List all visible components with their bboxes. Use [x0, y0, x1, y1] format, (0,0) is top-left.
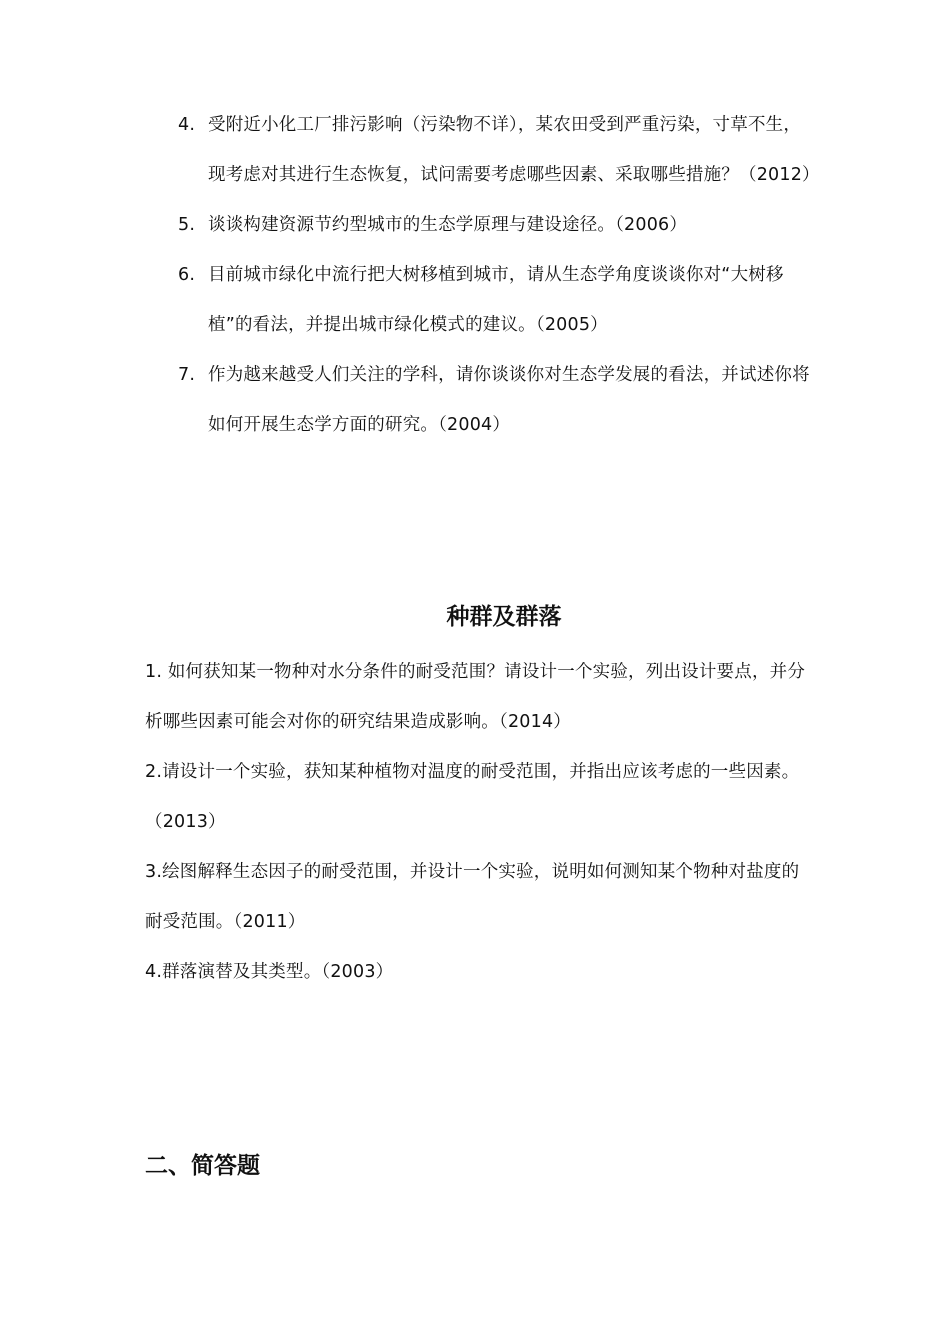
question-list — [178, 100, 818, 450]
section-question: 2.请设计一个实验，获知某种植物对温度的耐受范围，并指出应该考虑的一些因素。（2013） — [145, 762, 800, 832]
section-question: 3.绘图解释生态因子的耐受范围，并设计一个实验，说明如何测知某个物种对盐度的耐受范围。（2011） — [145, 862, 800, 932]
list-item — [178, 250, 818, 350]
list-item — [178, 100, 818, 200]
list-item-text: 谈谈构建资源节约型城市的生态学原理与建设途径。（2006） — [208, 215, 688, 235]
list-item-number: 6. — [178, 265, 196, 285]
section-question-list — [145, 647, 815, 997]
section-question: 4.群落演替及其类型。（2003） — [145, 962, 394, 982]
list-item — [178, 350, 818, 450]
list-item-number: 7. — [178, 365, 196, 385]
list-item-number: 4. — [178, 115, 196, 135]
list-item-text: 目前城市绿化中流行把大树移植到城市，请从生态学角度谈谈你对“大树移植”的看法，并提出城市绿化模式的建议。（2005） — [208, 265, 784, 335]
list-item — [178, 200, 818, 250]
part-title: 二、简答题 — [145, 1153, 260, 1179]
list-item-number: 5. — [178, 215, 196, 235]
list-item-text: 受附近小化工厂排污影响（污染物不详），某农田受到严重污染，寸草不生，现考虑对其进行生态恢复，试问需要考虑哪些因素、采取哪些措施？（2012） — [208, 115, 820, 185]
section-title: 种群及群落 — [446, 604, 562, 630]
section-question: 1. 如何获知某一物种对水分条件的耐受范围？请设计一个实验，列出设计要点，并分析哪些因素可能会对你的研究结果造成影响。（2014） — [145, 662, 806, 732]
list-item-text: 作为越来越受人们关注的学科，请你谈谈你对生态学发展的看法，并试述你将如何开展生态学方面的研究。（2004） — [208, 365, 810, 435]
